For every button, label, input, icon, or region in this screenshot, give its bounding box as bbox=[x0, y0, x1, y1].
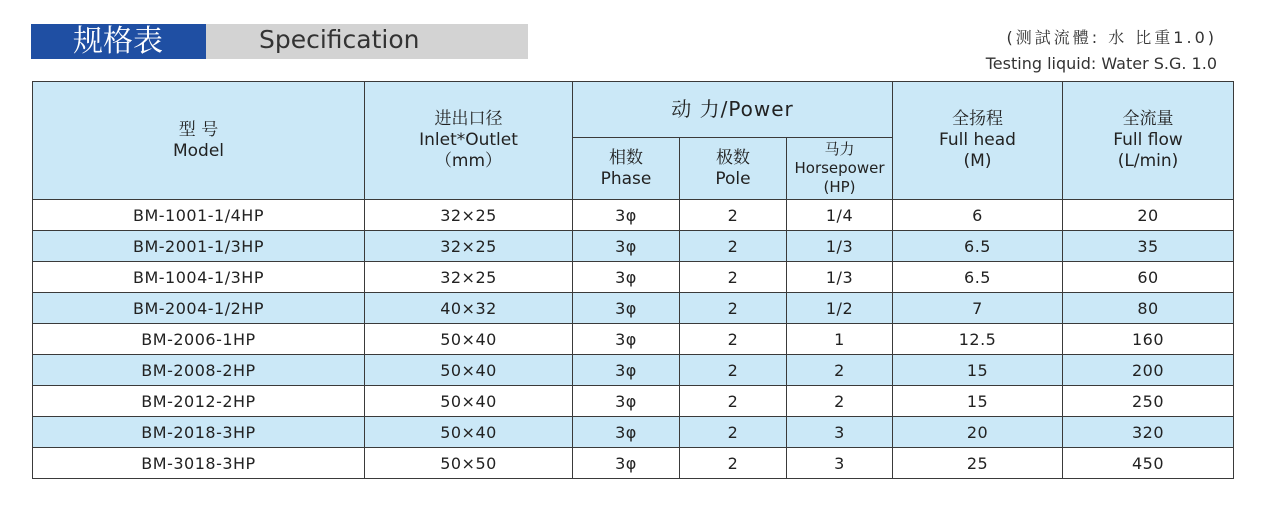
cell-full-flow: 35 bbox=[1063, 231, 1234, 262]
testing-note-cn: (测試流體: 水 比重1.0) bbox=[1006, 28, 1217, 47]
cell-horsepower: 3 bbox=[787, 417, 893, 448]
header-inlet-outlet bbox=[365, 82, 573, 200]
cell-pole: 2 bbox=[680, 262, 787, 293]
header-full-flow-cn: 全流量 bbox=[1122, 109, 1174, 129]
cell-inlet-outlet: 50×50 bbox=[365, 448, 573, 479]
cell-full-flow: 80 bbox=[1063, 293, 1234, 324]
header-full-head-unit: (M) bbox=[963, 151, 992, 171]
cell-full-head: 15 bbox=[893, 355, 1063, 386]
cell-phase: 3φ bbox=[573, 324, 680, 355]
header-power: 动 力/Power bbox=[573, 82, 893, 138]
cell-model: BM-1004-1/3HP bbox=[33, 262, 365, 293]
table-row bbox=[33, 355, 1234, 386]
cell-pole: 2 bbox=[680, 200, 787, 231]
cell-pole: 2 bbox=[680, 231, 787, 262]
header-full-flow-en: Full flow bbox=[1113, 130, 1183, 150]
table-body bbox=[33, 200, 1234, 479]
cell-pole: 2 bbox=[680, 324, 787, 355]
testing-note-en: Testing liquid: Water S.G. 1.0 bbox=[985, 54, 1217, 73]
cell-model: BM-3018-3HP bbox=[33, 448, 365, 479]
cell-model: BM-2006-1HP bbox=[33, 324, 365, 355]
cell-phase: 3φ bbox=[573, 417, 680, 448]
title-en: Specification bbox=[259, 25, 420, 54]
cell-model: BM-2012-2HP bbox=[33, 386, 365, 417]
cell-full-head: 25 bbox=[893, 448, 1063, 479]
cell-full-head: 15 bbox=[893, 386, 1063, 417]
cell-phase: 3φ bbox=[573, 231, 680, 262]
cell-horsepower: 2 bbox=[787, 355, 893, 386]
table-row bbox=[33, 200, 1234, 231]
cell-inlet-outlet: 32×25 bbox=[365, 200, 573, 231]
header-full-head-en: Full head bbox=[939, 130, 1016, 150]
header-horsepower bbox=[787, 138, 893, 200]
cell-full-flow: 320 bbox=[1063, 417, 1234, 448]
cell-horsepower: 1/2 bbox=[787, 293, 893, 324]
cell-model: BM-2004-1/2HP bbox=[33, 293, 365, 324]
cell-inlet-outlet: 40×32 bbox=[365, 293, 573, 324]
cell-full-head: 7 bbox=[893, 293, 1063, 324]
header-model-en: Model bbox=[172, 140, 225, 161]
cell-phase: 3φ bbox=[573, 355, 680, 386]
header-full-flow bbox=[1063, 82, 1234, 200]
header-horsepower-en: Horsepower bbox=[794, 159, 885, 177]
table-row bbox=[33, 448, 1234, 479]
cell-phase: 3φ bbox=[573, 293, 680, 324]
cell-phase: 3φ bbox=[573, 386, 680, 417]
cell-full-head: 6.5 bbox=[893, 262, 1063, 293]
cell-pole: 2 bbox=[680, 448, 787, 479]
cell-inlet-outlet: 50×40 bbox=[365, 417, 573, 448]
cell-model: BM-2018-3HP bbox=[33, 417, 365, 448]
table-row bbox=[33, 324, 1234, 355]
cell-horsepower: 1/3 bbox=[787, 262, 893, 293]
table-row bbox=[33, 417, 1234, 448]
cell-pole: 2 bbox=[680, 417, 787, 448]
specification-table bbox=[32, 81, 1234, 479]
header-pole-cn: 极数 bbox=[716, 147, 750, 168]
cell-phase: 3φ bbox=[573, 262, 680, 293]
cell-model: BM-2001-1/3HP bbox=[33, 231, 365, 262]
cell-model: BM-1001-1/4HP bbox=[33, 200, 365, 231]
cell-full-flow: 20 bbox=[1063, 200, 1234, 231]
header-horsepower-cn: 马力 bbox=[824, 140, 855, 158]
cell-inlet-outlet: 50×40 bbox=[365, 355, 573, 386]
cell-full-head: 6.5 bbox=[893, 231, 1063, 262]
cell-horsepower: 1/3 bbox=[787, 231, 893, 262]
cell-horsepower: 2 bbox=[787, 386, 893, 417]
cell-full-head: 12.5 bbox=[893, 324, 1063, 355]
cell-full-flow: 160 bbox=[1063, 324, 1234, 355]
header-pole bbox=[680, 138, 787, 200]
cell-inlet-outlet: 32×25 bbox=[365, 231, 573, 262]
cell-phase: 3φ bbox=[573, 448, 680, 479]
cell-inlet-outlet: 32×25 bbox=[365, 262, 573, 293]
header-phase bbox=[573, 138, 680, 200]
cell-inlet-outlet: 50×40 bbox=[365, 386, 573, 417]
cell-full-head: 6 bbox=[893, 200, 1063, 231]
cell-full-flow: 60 bbox=[1063, 262, 1234, 293]
cell-horsepower: 1 bbox=[787, 324, 893, 355]
header-full-flow-unit: (L/min) bbox=[1117, 151, 1179, 171]
cell-model: BM-2008-2HP bbox=[33, 355, 365, 386]
cell-full-flow: 200 bbox=[1063, 355, 1234, 386]
header-full-head-cn: 全扬程 bbox=[952, 109, 1004, 129]
cell-phase: 3φ bbox=[573, 200, 680, 231]
header-phase-en: Phase bbox=[600, 168, 652, 189]
title-banner bbox=[31, 24, 528, 59]
header-horsepower-unit: (HP) bbox=[823, 178, 856, 196]
cell-horsepower: 3 bbox=[787, 448, 893, 479]
cell-horsepower: 1/4 bbox=[787, 200, 893, 231]
header-model bbox=[33, 82, 365, 200]
header-inlet-outlet-cn: 进出口径 bbox=[434, 109, 503, 129]
cell-full-flow: 250 bbox=[1063, 386, 1234, 417]
title-cn: 规格表 bbox=[31, 24, 206, 59]
cell-inlet-outlet: 50×40 bbox=[365, 324, 573, 355]
table-row bbox=[33, 293, 1234, 324]
header-pole-en: Pole bbox=[715, 168, 751, 189]
table-row bbox=[33, 386, 1234, 417]
cell-pole: 2 bbox=[680, 293, 787, 324]
header-model-cn: 型 号 bbox=[178, 119, 219, 140]
table-row bbox=[33, 262, 1234, 293]
header-full-head bbox=[893, 82, 1063, 200]
table-row bbox=[33, 231, 1234, 262]
header-inlet-outlet-en: Inlet*Outlet bbox=[419, 130, 518, 150]
cell-pole: 2 bbox=[680, 386, 787, 417]
cell-full-flow: 450 bbox=[1063, 448, 1234, 479]
cell-pole: 2 bbox=[680, 355, 787, 386]
header-inlet-outlet-unit: （mm） bbox=[434, 151, 503, 171]
cell-full-head: 20 bbox=[893, 417, 1063, 448]
header-phase-cn: 相数 bbox=[609, 147, 643, 168]
